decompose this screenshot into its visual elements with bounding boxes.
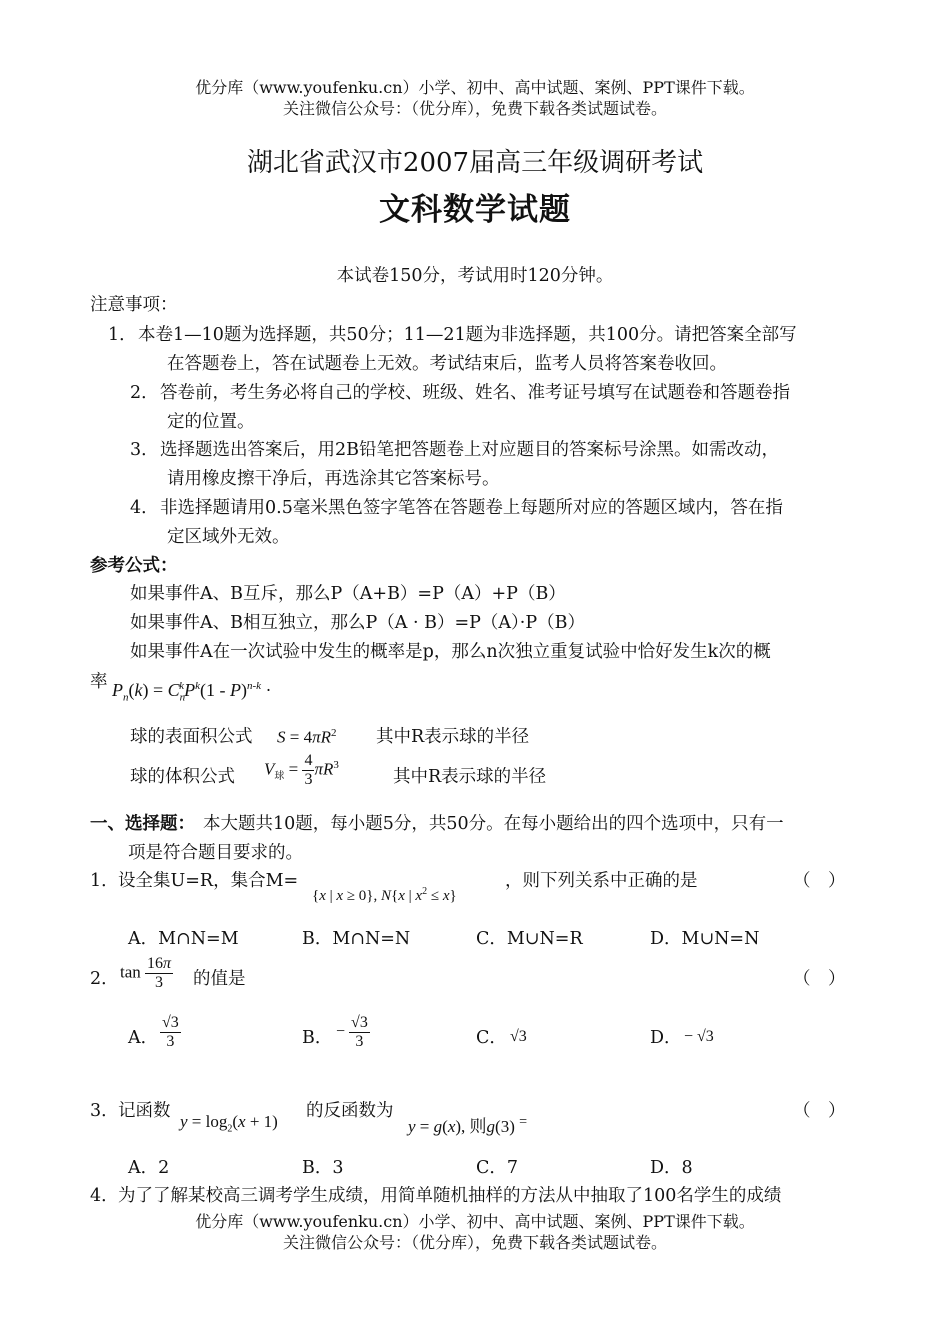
formula-binomial-text: 如果事件A在一次试验中发生的概率是p，那么n次独立重复试验中恰好发生k次的概 — [130, 642, 771, 662]
q2-option-d: − √3 — [684, 1028, 714, 1045]
notice-2-line-1: 答卷前，考生务必将自己的学校、班级、姓名、准考证号填写在试题卷和答题卷指 — [160, 383, 790, 403]
q3-num: 3． — [90, 1101, 119, 1121]
formulas-heading: 参考公式： — [90, 556, 178, 576]
notice-3-line-2: 请用橡皮擦干净后，再选涂其它答案标号。 — [167, 469, 500, 489]
q2-num: 2． — [90, 969, 119, 989]
q3-formula-a: $y = \log_2(x + 1)$ — [180, 1112, 278, 1135]
q1-answer-bracket: （ ） — [793, 871, 846, 891]
q1-num: 1． — [90, 871, 119, 891]
sphere-volume-label: 球的体积公式 — [130, 767, 235, 787]
header-line-2: 关注微信公众号：（优分库），免费下载各类试题试卷。 — [282, 99, 667, 118]
formula-mutually-exclusive: 如果事件A、B互斥，那么P（A+B）=P（A）+P（B） — [130, 584, 566, 604]
q4-num: 4． — [90, 1186, 119, 1206]
notice-2-num: 2． — [130, 383, 159, 403]
header-line-1: 优分库（www.youfenku.cn）小学、初中、高中试题、案例、PPT课件下载。 — [195, 78, 755, 97]
q3-text-a: 记函数 — [118, 1101, 171, 1121]
sphere-volume-formula: $V_球$ = $\frac{4}{3}$ $\pi R^3$ — [264, 752, 339, 788]
sphere-area-note: 其中R表示球的半径 — [376, 727, 530, 747]
notice-1-num: 1． — [108, 325, 137, 345]
footer-line-1: 优分库（www.youfenku.cn）小学、初中、高中试题、案例、PPT课件下载。 — [195, 1212, 755, 1231]
q2-option-c-label: C． — [476, 1028, 507, 1048]
notice-1-line-2: 在答题卷上，答在试题卷上无效。考试结束后，监考人员将答案卷收回。 — [167, 354, 727, 374]
section-1-heading: 一、选择题： — [90, 814, 195, 834]
section-1-desc-1: 本大题共10题，每小题5分，共50分。在每小题给出的四个选项中，只有一 — [203, 814, 784, 834]
q1-option-b: B．M∩N=N — [302, 929, 411, 949]
q2-option-d-label: D． — [650, 1028, 682, 1048]
exam-intro: 本试卷150分，考试用时120分钟。 — [336, 266, 614, 286]
q2-option-c: √3 — [510, 1028, 527, 1045]
sphere-area-label: 球的表面积公式 — [130, 727, 253, 747]
q3-option-c: C．7 — [476, 1158, 519, 1178]
notice-2-line-2: 定的位置。 — [167, 412, 255, 432]
sphere-volume-note: 其中R表示球的半径 — [393, 767, 547, 787]
notice-4-num: 4． — [130, 498, 159, 518]
q4-text: 为了了解某校高三调考学生成绩，用简单随机抽样的方法从中抽取了100名学生的成绩 — [118, 1186, 782, 1206]
q3-option-d: D．8 — [650, 1158, 693, 1178]
q2-option-b-label: B． — [302, 1028, 333, 1048]
q1-formula: {x | x ≥ 0}, N{x | $x^2 \le x$} — [312, 886, 457, 904]
q3-formula-b: y = g(x), 则g(3) = — [408, 1113, 528, 1136]
q2-option-a: $\frac{√3}{3}$ — [162, 1014, 179, 1050]
q3-option-a: A．2 — [128, 1158, 170, 1178]
formula-binomial-text-2: 率 — [90, 672, 108, 692]
q3-text-b: 的反函数为 — [306, 1101, 394, 1121]
section-1-desc-2: 项是符合题目要求的。 — [128, 843, 303, 863]
q3-answer-bracket: （ ） — [793, 1101, 846, 1121]
exam-title: 湖北省武汉市2007届高三年级调研考试 — [246, 148, 704, 178]
q2-option-b: − $\frac{√3}{3}$ — [336, 1014, 368, 1050]
sphere-area-formula: $S = 4\pi R^2$ — [277, 727, 337, 747]
notice-3-line-1: 选择题选出答案后，用2B铅笔把答题卷上对应题目的答案标号涂黑。如需改动， — [160, 440, 779, 460]
notice-4-line-2: 定区域外无效。 — [167, 527, 290, 547]
formula-independent: 如果事件A、B相互独立，那么P（A · B）=P（A）·P（B） — [130, 613, 585, 633]
q1-option-d: D．M∪N=N — [650, 929, 760, 949]
exam-subtitle: 文科数学试题 — [379, 192, 571, 228]
q2-text-b: 的值是 — [193, 969, 246, 989]
q1-text-a: 设全集U=R，集合M= — [118, 871, 299, 891]
notice-heading: 注意事项： — [90, 295, 178, 315]
q2-option-a-label: A． — [128, 1028, 159, 1048]
notice-3-num: 3． — [130, 440, 159, 460]
notice-1-line-1: 本卷1—10题为选择题，共50分；11—21题为非选择题，共100分。请把答案全部写 — [138, 325, 797, 345]
formula-binomial: $P_n(k) = C_n^kP^k(1 - P)^{n-k}$ · — [112, 680, 272, 704]
footer-line-2: 关注微信公众号：（优分库），免费下载各类试题试卷。 — [282, 1233, 667, 1252]
q1-option-c: C．M∪N=R — [476, 929, 583, 949]
q2-formula: tan $\frac{16\pi}{3}$ — [120, 955, 172, 991]
q2-answer-bracket: （ ） — [793, 969, 846, 989]
notice-4-line-1: 非选择题请用0.5毫米黑色签字笔答在答题卷上每题所对应的答题区域内，答在指 — [160, 498, 783, 518]
q1-option-a: A．M∩N=M — [128, 929, 239, 949]
q1-text-b: ，则下列关系中正确的是 — [505, 871, 698, 891]
q3-option-b: B．3 — [302, 1158, 344, 1178]
